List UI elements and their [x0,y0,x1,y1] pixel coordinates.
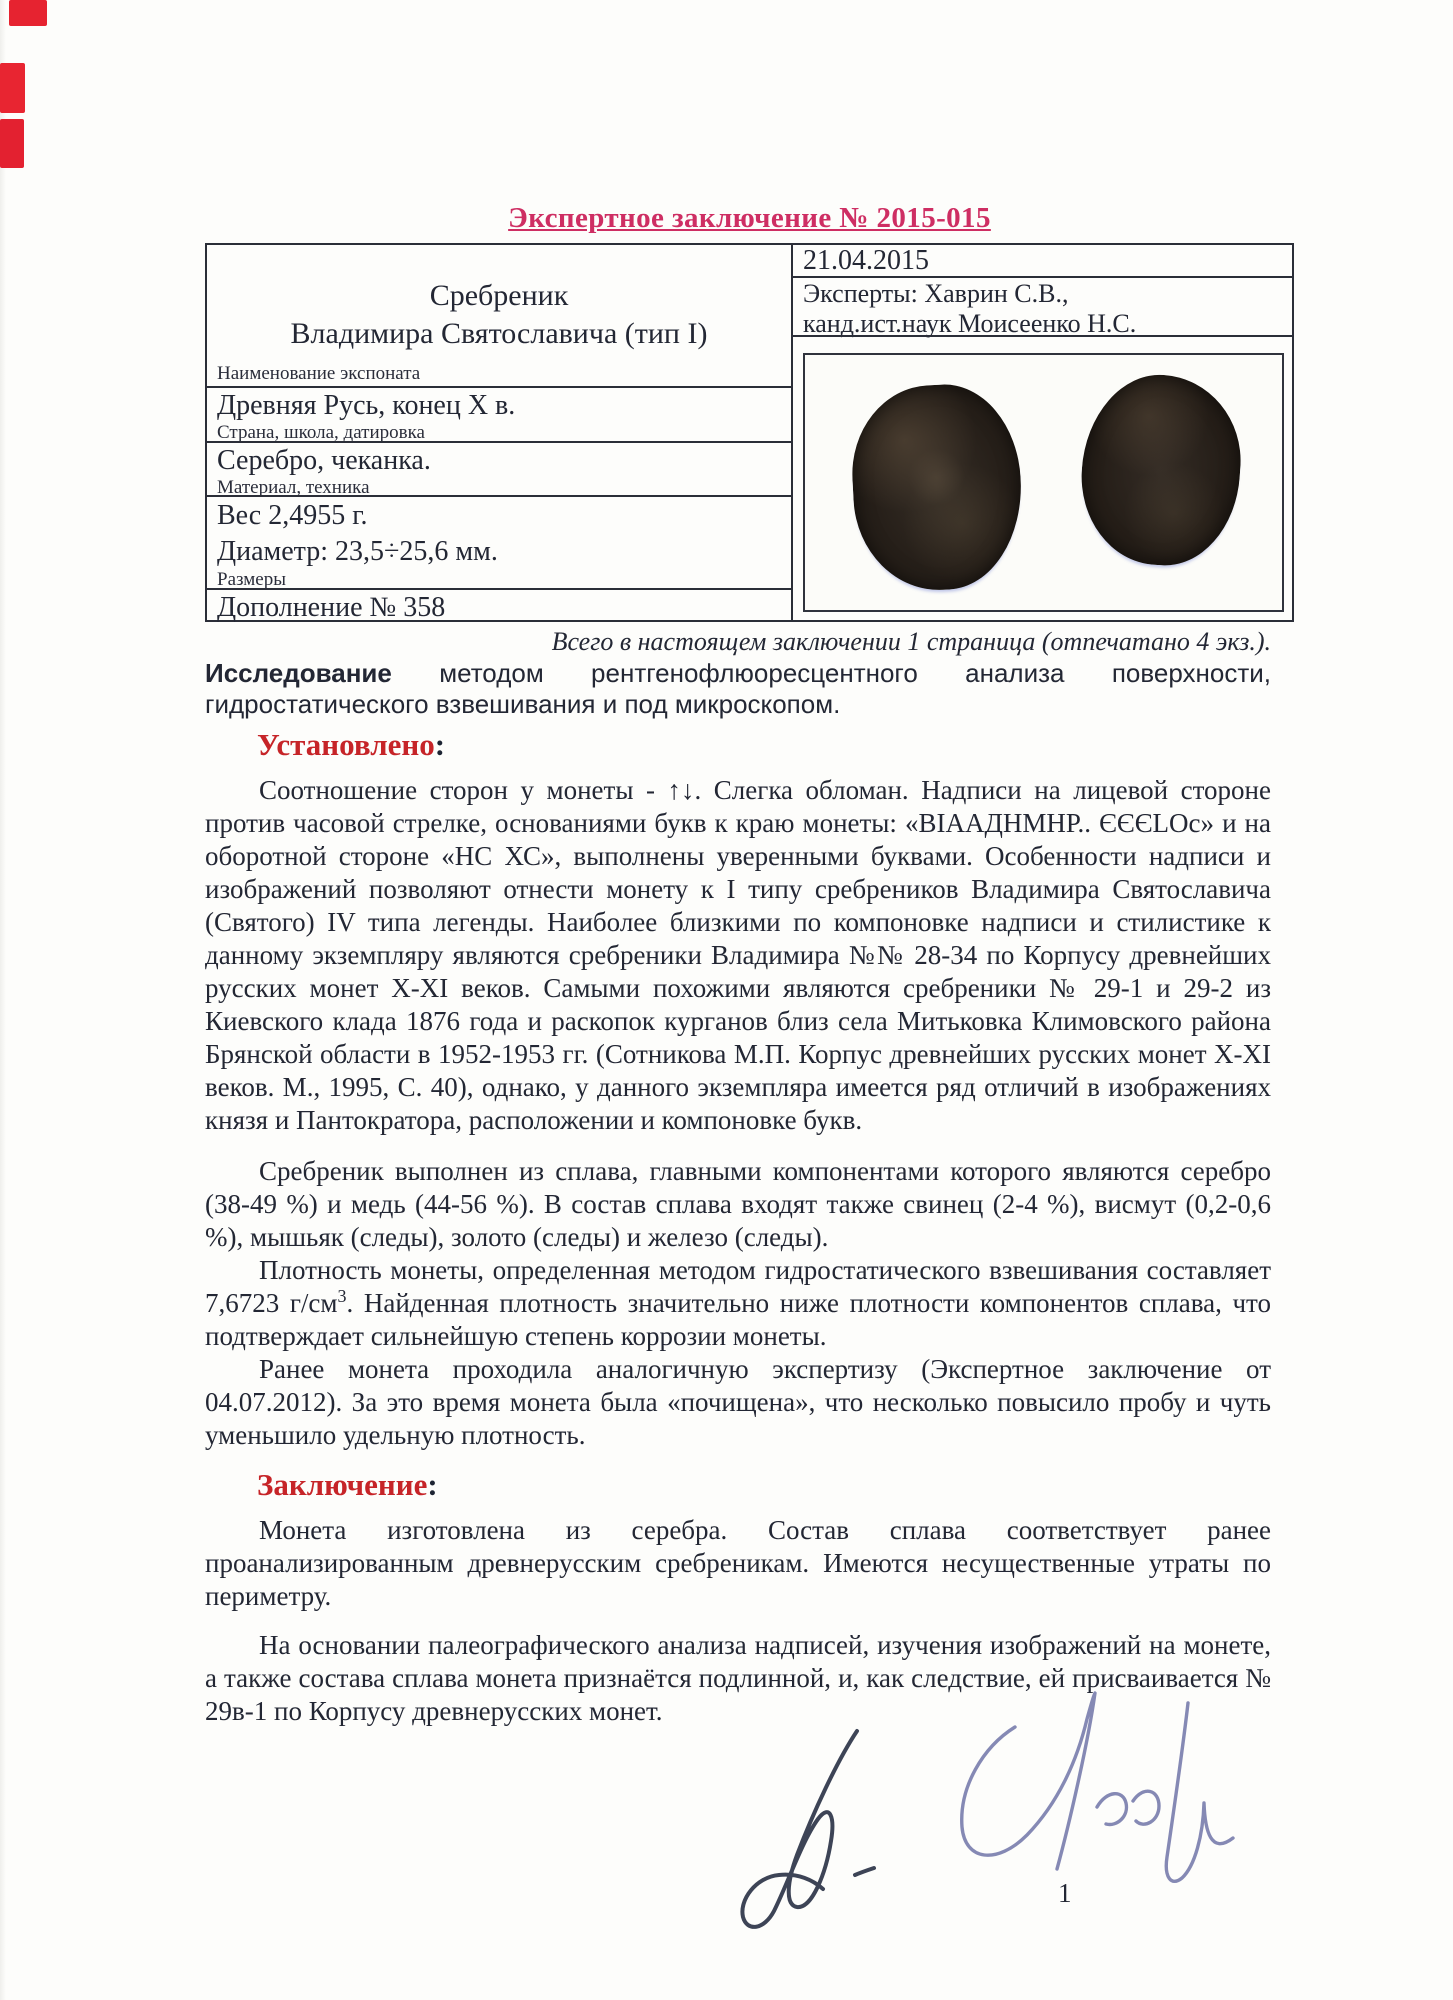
method-bold-word: Исследование [205,658,392,688]
exhibit-name-line1: Сребреник [429,279,569,312]
scan-artifact-red-left-lower [0,119,24,168]
addition-cell [205,588,793,622]
date-cell [791,243,1294,278]
country-cell [205,386,793,443]
photos-cell [791,335,1294,622]
copies-note: Всего в настоящем заключении 1 страница (отпечатано 4 экз.). [551,627,1271,656]
established-heading [257,728,1271,762]
material-caption: Материал, техника [217,477,370,498]
sizes-caption: Размеры [217,569,286,590]
diameter-value: Диаметр: 23,5÷25,6 мм. [217,536,498,567]
coin-photo-frame [803,353,1284,612]
weight-value: Вес 2,4955 г. [217,500,368,531]
conclusion-paragraph-2: На основании палеографического анализа надписей, изучения изображений на монете, а также состава сплава монета признаётся подлинной, и, как следствие, ей присваивается № 29в-1 по Корпусу древнерусских монет. [205,1630,1271,1726]
conclusion-paragraph-1: Монета изготовлена из серебра. Состав сплава соответствует ранее проанализированным древнерусским сребреникам. Имеются несущественные утраты по периметру. [205,1515,1271,1611]
scan-edge-shadow [0,0,6,2000]
coin-reverse-photo [1076,370,1247,571]
exhibit-name-caption: Наименование экспоната [217,363,421,384]
date-value: 21.04.2015 [803,245,929,276]
established-heading-colon: : [434,727,446,762]
addition-value: Дополнение № 358 [217,592,446,623]
experts-line1: Эксперты: Хаврин С.В., [803,279,1069,308]
page-number: 1 [1058,1878,1072,1908]
method-rest: методом рентгенофлюоресцентного анализа поверхности, гидростатического взвешивания и под микроскопом. [205,658,1271,719]
document-body [205,627,1271,1728]
established-paragraph-1: Соотношение сторон у монеты - ↑↓. Слегка обломан. Надписи на лицевой стороне против часовой стрелке, основаниями букв к краю монеты: «ВІААДНМНР.. ЄЄЄLОс» и на оборотной стороне «НС ХС», выполнены уверенными буквами. Особенности надписи и изображений позволяют отнести монету к I типу сребреников Владимира Святославича (Святого) IV типа легенды. Наиболее близкими по компоновке надписи и стилистике к данному экземпляру являются сребреники Владимира №№ 28-34 по Корпусу древнейших русских монет X-XI веков. Самыми похожими являются сребреники № 29-1 и 29-2 из Киевского клада 1876 года и раскопок курганов близ села Митьковка Климовского района Брянской области в 1952-1953 гг. (Сотникова М.П. Корпус древнейших русских монет X-XI веков. М., 1995, С. 40), однако, у данного экземпляра имеется ряд отличий в изображениях князя и Пантократора, расположении и компоновке букв. [205,775,1271,1135]
scan-artifact-red-top [9,0,47,26]
coin-obverse-photo [848,381,1026,595]
method-paragraph [205,658,1271,720]
density-text-before: Плотность монеты, определенная методом гидростатического взвешивания составляет 7,6723 г/см [205,1255,1271,1318]
scan-artifact-red-left-upper [0,63,25,113]
moiseenko-signature [735,1725,905,1950]
established-paragraph-2: Сребреник выполнен из сплава, главными компонентами которого являются серебро (38-49 %) и медь (44-56 %). В состав сплава входят также свинец (2-4 %), висмут (0,2-0,6 %), мышьяк (следы), золото (следы) и железо (следы). [205,1156,1271,1252]
document-title: Экспертное заключение № 2015-015 [508,202,991,234]
conclusion-heading [257,1468,1271,1502]
density-superscript: 3 [337,1286,347,1306]
experts-cell [791,276,1294,337]
exhibit-name-cell [205,243,793,388]
sizes-cell [205,495,793,590]
material-cell [205,441,793,497]
conclusion-heading-word: Заключение [257,1467,428,1502]
khavrin-signature [945,1685,1255,1915]
conclusion-heading-colon: : [427,1467,438,1502]
experts-line2: канд.ист.наук Моисеенко Н.С. [803,309,1137,338]
established-heading-word: Установлено [257,727,435,762]
country-value: Древняя Русь, конец X в. [217,390,516,421]
established-paragraph-4: Ранее монета проходила аналогичную экспертизу (Экспертное заключение от 04.07.2012). За это время монета была «почищена», что несколько повысило пробу и чуть уменьшило удельную плотность. [205,1354,1271,1450]
country-caption: Страна, школа, датировка [217,422,425,443]
established-paragraph-3 [205,1254,1271,1353]
material-value: Серебро, чеканка. [217,445,431,476]
exhibit-name-line2: Владимира Святославича (тип I) [290,317,708,350]
density-text-after: . Найденная плотность значительно ниже плотности компонентов сплава, что подтверждает сильнейшую степень коррозии монеты. [205,1288,1271,1351]
